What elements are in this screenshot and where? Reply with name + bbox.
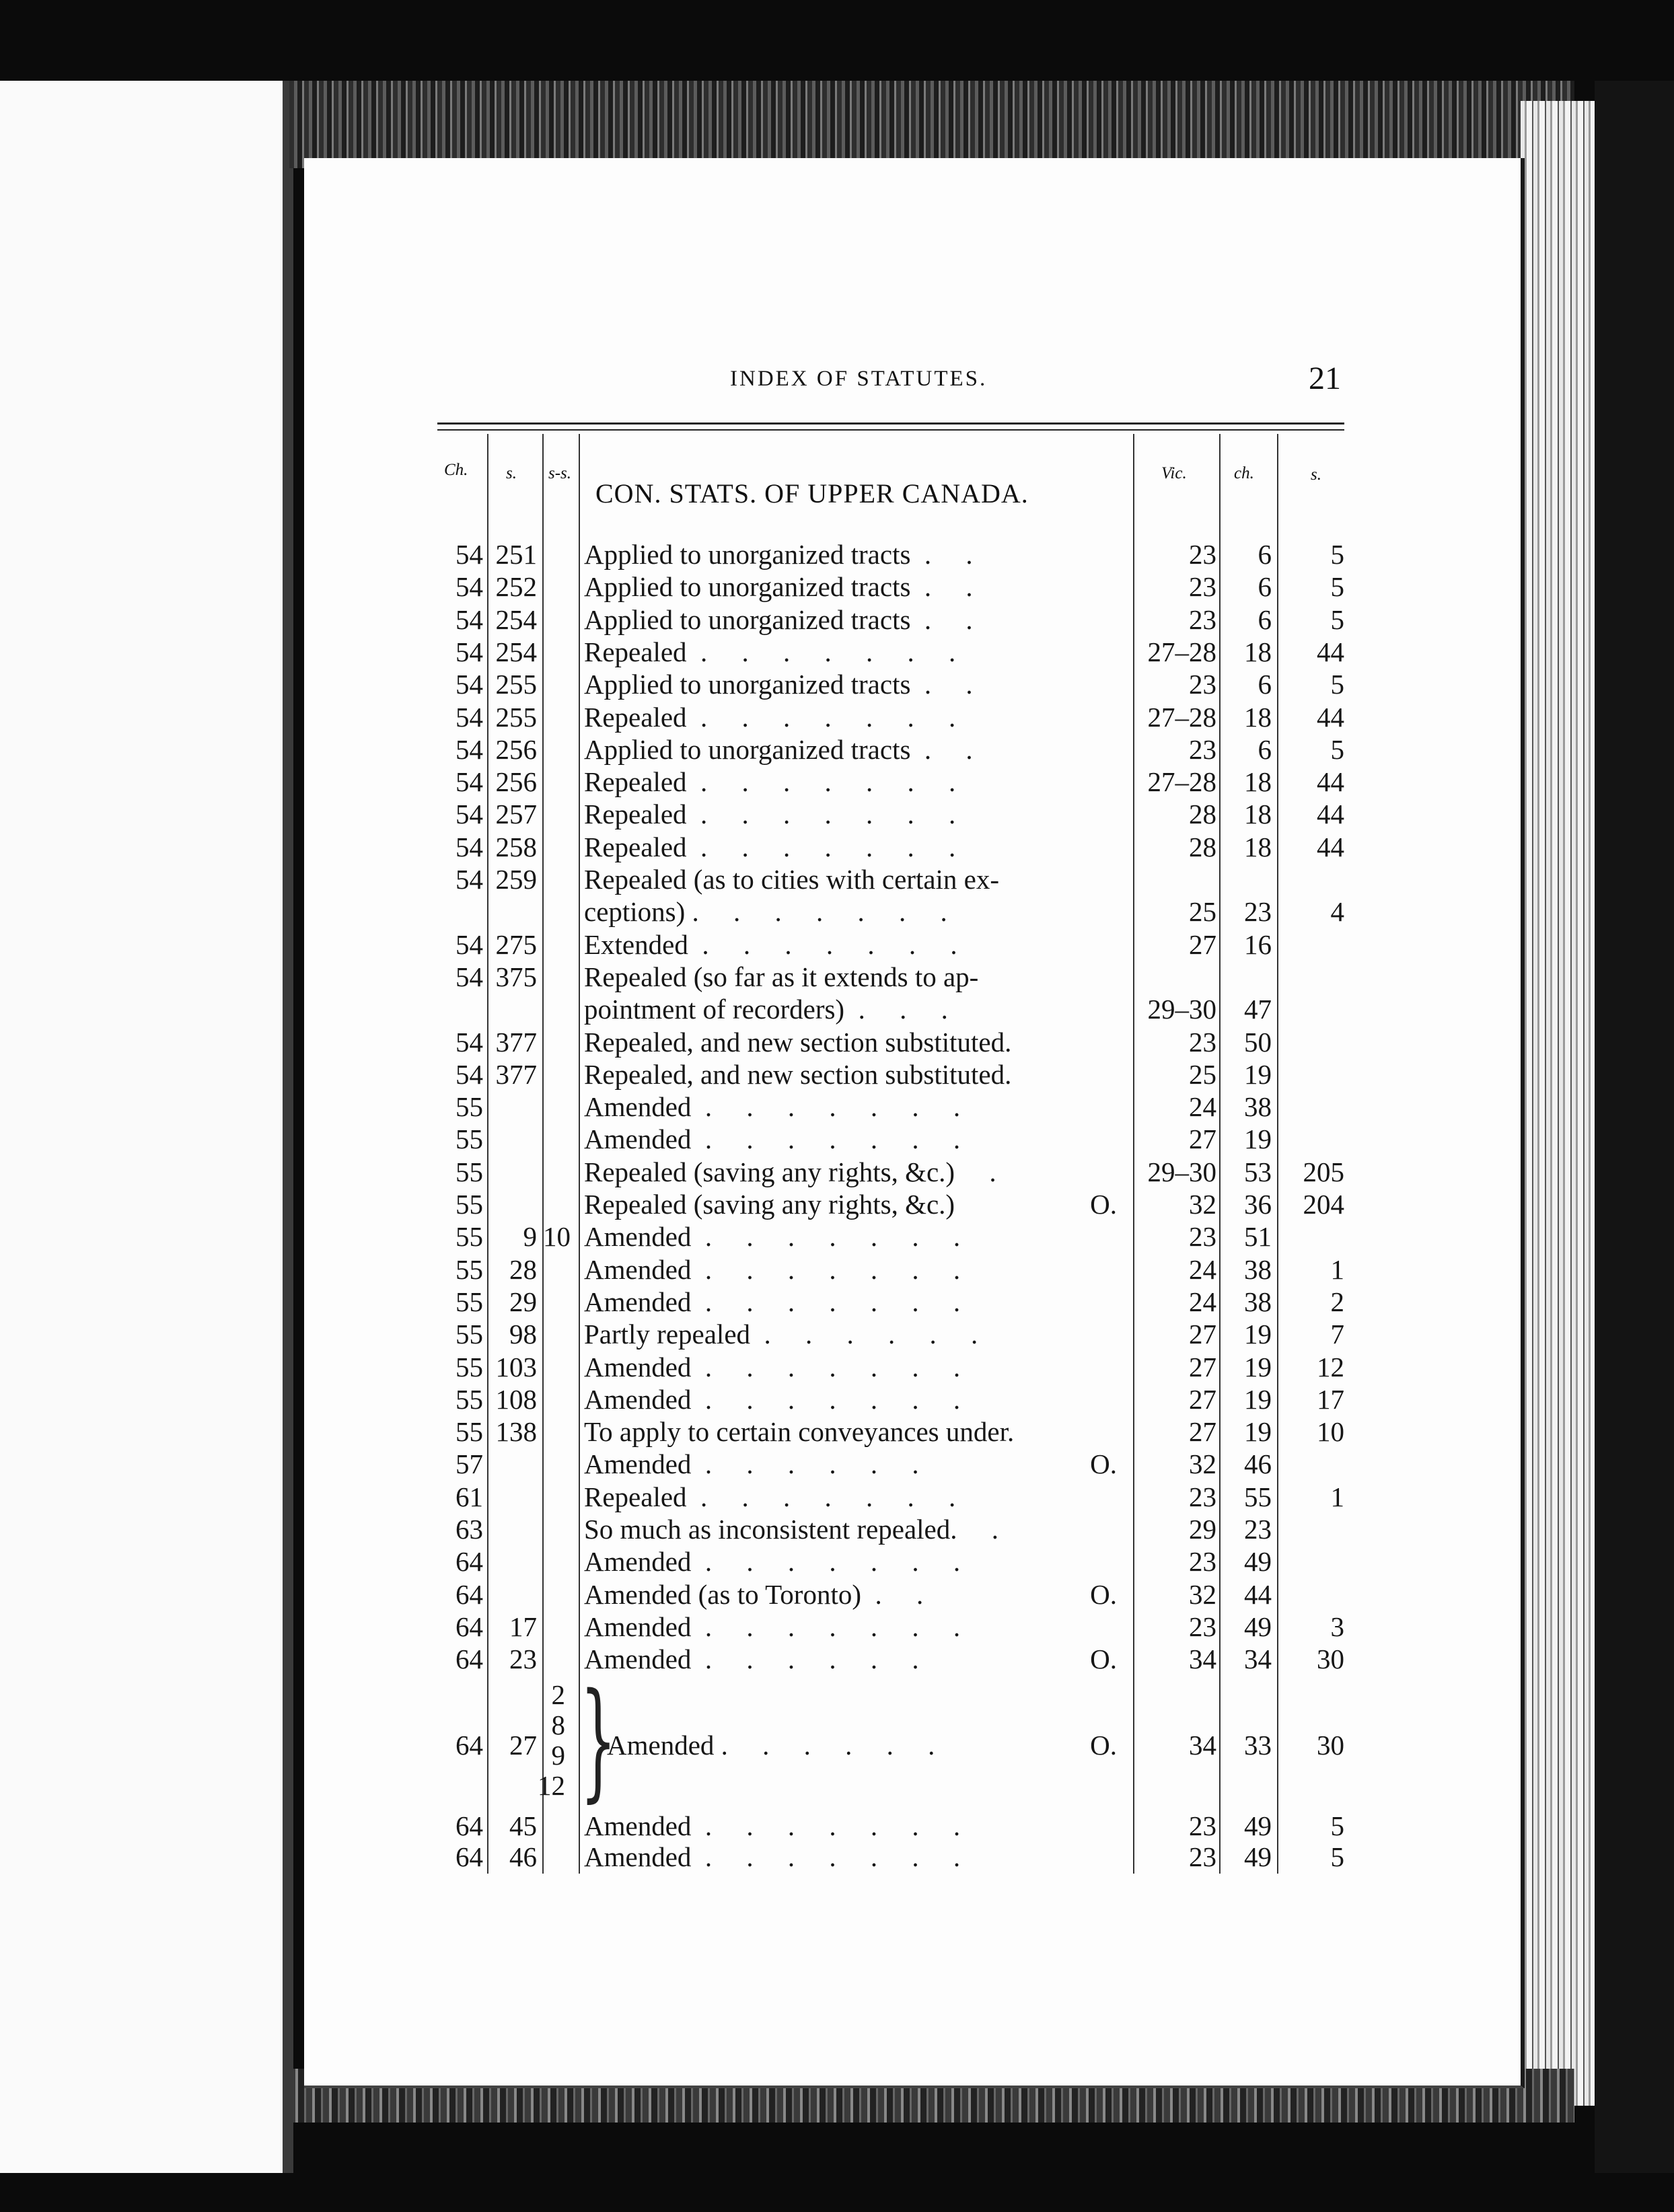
cell-vs: 3 bbox=[1330, 1611, 1344, 1642]
cell-s: 23 bbox=[509, 1644, 537, 1674]
table-row bbox=[0, 668, 1674, 700]
cell-vch: 6 bbox=[1258, 539, 1272, 570]
cell-text: Amended . . . . . . . bbox=[584, 1384, 961, 1415]
table-row bbox=[0, 1123, 1674, 1155]
cell-ch: 54 bbox=[456, 832, 483, 862]
cell-vic: 23 bbox=[1189, 1810, 1216, 1841]
cell-vch: 44 bbox=[1244, 1579, 1272, 1610]
cell-s: 28 bbox=[509, 1254, 537, 1285]
cell-text: Amended . . . . . . . bbox=[584, 1611, 961, 1642]
cell-text: Amended . . . . . . . bbox=[584, 1810, 961, 1841]
cell-text: Repealed . . . . . . . bbox=[584, 702, 956, 733]
table-row bbox=[0, 1578, 1674, 1611]
cell-ch: 54 bbox=[456, 766, 483, 797]
cell-s: 256 bbox=[495, 766, 537, 797]
table-row bbox=[0, 766, 1674, 798]
page-edge-top bbox=[289, 81, 1574, 168]
cell-ch: 54 bbox=[456, 799, 483, 830]
cell-vch: 38 bbox=[1244, 1254, 1272, 1285]
cell-vic: 29–30 bbox=[1147, 1156, 1216, 1187]
table-row bbox=[0, 1643, 1674, 1675]
cell-ch: 55 bbox=[456, 1286, 483, 1317]
cell-vch: 19 bbox=[1244, 1319, 1272, 1350]
cell-s: 9 bbox=[523, 1221, 537, 1252]
table-row bbox=[0, 1810, 1674, 1842]
cell-s: 255 bbox=[495, 669, 537, 700]
cell-text: Amended (as to Toronto) . . bbox=[584, 1579, 924, 1610]
cell-s: 103 bbox=[495, 1352, 537, 1382]
table-row bbox=[0, 1383, 1674, 1415]
cell-vs: 44 bbox=[1317, 832, 1344, 862]
table-row bbox=[0, 1091, 1674, 1123]
table-row bbox=[0, 1188, 1674, 1220]
cell-vch: 19 bbox=[1244, 1352, 1272, 1382]
cell-s: 258 bbox=[495, 832, 537, 862]
table-row bbox=[0, 1841, 1674, 1873]
cell-text: Repealed (saving any rights, &c.) bbox=[584, 1189, 955, 1220]
cell-ontario-mark: O. bbox=[1090, 1644, 1117, 1674]
cell-vs: 1 bbox=[1330, 1254, 1344, 1285]
cell-text: ceptions) . . . . . . . bbox=[584, 896, 947, 927]
cell-ch: 64 bbox=[456, 1579, 483, 1610]
cell-s: 251 bbox=[495, 539, 537, 570]
section-title: CON. STATS. OF UPPER CANADA. bbox=[595, 478, 1029, 509]
cell-vic: 27–28 bbox=[1147, 766, 1216, 797]
cell-vs: 44 bbox=[1317, 799, 1344, 830]
cell-vs: 5 bbox=[1330, 1810, 1344, 1841]
cell-text: Amended . . . . . . bbox=[607, 1730, 935, 1761]
cell-ch: 55 bbox=[456, 1319, 483, 1350]
cell-text: Amended . . . . . . . bbox=[584, 1546, 961, 1577]
cell-ch: 54 bbox=[456, 539, 483, 570]
cell-s: 257 bbox=[495, 799, 537, 830]
cell-vs: 44 bbox=[1317, 702, 1344, 733]
cell-vch: 38 bbox=[1244, 1091, 1272, 1122]
cell-vch: 49 bbox=[1244, 1546, 1272, 1577]
cell-s: 275 bbox=[495, 929, 537, 960]
cell-vch: 36 bbox=[1244, 1189, 1272, 1220]
table-row bbox=[0, 636, 1674, 668]
cell-text: Amended . . . . . . . bbox=[584, 1286, 961, 1317]
cell-vch: 33 bbox=[1244, 1730, 1272, 1761]
cell-vic: 27 bbox=[1189, 929, 1216, 960]
cell-ch: 64 bbox=[456, 1611, 483, 1642]
cell-vs: 30 bbox=[1317, 1730, 1344, 1761]
cell-vs: 17 bbox=[1317, 1384, 1344, 1415]
cell-vic: 27 bbox=[1189, 1384, 1216, 1415]
table-row bbox=[0, 1058, 1674, 1091]
cell-vch: 19 bbox=[1244, 1384, 1272, 1415]
cell-vch: 23 bbox=[1244, 1514, 1272, 1545]
cell-vic: 27–28 bbox=[1147, 636, 1216, 667]
cell-vs: 5 bbox=[1330, 1841, 1344, 1872]
cell-ss: 10 bbox=[543, 1221, 571, 1252]
cell-vch: 18 bbox=[1244, 799, 1272, 830]
cell-ch: 64 bbox=[456, 1810, 483, 1841]
cell-vic: 24 bbox=[1189, 1254, 1216, 1285]
cell-vch: 18 bbox=[1244, 702, 1272, 733]
cell-s: 17 bbox=[509, 1611, 537, 1642]
col-header-ch: Ch. bbox=[444, 461, 468, 479]
cell-text: Repealed, and new section substituted. bbox=[584, 1027, 1012, 1058]
cell-s: 377 bbox=[495, 1059, 537, 1090]
cell-vic: 23 bbox=[1189, 604, 1216, 635]
cell-text: pointment of recorders) . . . bbox=[584, 994, 948, 1025]
cell-text: Repealed (saving any rights, &c.) . bbox=[584, 1156, 996, 1187]
table-row bbox=[0, 1611, 1674, 1643]
cell-vch: 19 bbox=[1244, 1416, 1272, 1447]
cell-vic: 32 bbox=[1189, 1448, 1216, 1479]
cell-vs: 5 bbox=[1330, 571, 1344, 602]
table-row bbox=[0, 1481, 1674, 1513]
cell-vic: 23 bbox=[1189, 669, 1216, 700]
cell-vic: 23 bbox=[1189, 1027, 1216, 1058]
cell-ch: 64 bbox=[456, 1730, 483, 1761]
table-row bbox=[0, 603, 1674, 636]
cell-s: 27 bbox=[509, 1730, 537, 1761]
cell-s: 46 bbox=[509, 1841, 537, 1872]
cell-ch: 54 bbox=[456, 669, 483, 700]
cell-vs: 10 bbox=[1317, 1416, 1344, 1447]
cell-ch: 55 bbox=[456, 1384, 483, 1415]
col-header-vch: ch. bbox=[1234, 464, 1254, 482]
table-row bbox=[0, 1545, 1674, 1578]
cell-text: Amended . . . . . . bbox=[584, 1644, 919, 1674]
cell-vic: 27 bbox=[1189, 1352, 1216, 1382]
header-rule-thin bbox=[437, 429, 1344, 431]
cell-text: Repealed (as to cities with certain ex- bbox=[584, 864, 1000, 895]
table-row bbox=[0, 1513, 1674, 1545]
cell-text: Repealed . . . . . . . bbox=[584, 799, 956, 830]
cell-vch: 49 bbox=[1244, 1611, 1272, 1642]
cell-vs: 1 bbox=[1330, 1481, 1344, 1512]
table-row bbox=[0, 538, 1674, 570]
table-row bbox=[0, 798, 1674, 830]
cell-ch: 55 bbox=[456, 1189, 483, 1220]
cell-text: Repealed . . . . . . . bbox=[584, 636, 956, 667]
table-row bbox=[0, 1026, 1674, 1058]
cell-vic: 23 bbox=[1189, 1481, 1216, 1512]
cell-ontario-mark: O. bbox=[1090, 1189, 1117, 1220]
cell-vic: 27 bbox=[1189, 1319, 1216, 1350]
cell-ch: 55 bbox=[456, 1091, 483, 1122]
table-row bbox=[0, 1253, 1674, 1286]
cell-vs: 5 bbox=[1330, 734, 1344, 765]
cell-text: Applied to unorganized tracts . . bbox=[584, 734, 973, 765]
table-row bbox=[0, 895, 1674, 928]
cell-vic: 29 bbox=[1189, 1514, 1216, 1545]
cell-vs: 44 bbox=[1317, 766, 1344, 797]
cell-text: Extended . . . . . . . bbox=[584, 929, 957, 960]
cell-ontario-mark: O. bbox=[1090, 1448, 1117, 1479]
cell-vic: 23 bbox=[1189, 1221, 1216, 1252]
cell-vic: 27 bbox=[1189, 1123, 1216, 1154]
cell-vic: 27 bbox=[1189, 1416, 1216, 1447]
cell-vch: 16 bbox=[1244, 929, 1272, 960]
cell-vic: 29–30 bbox=[1147, 994, 1216, 1025]
cell-vic: 28 bbox=[1189, 832, 1216, 862]
cell-vch: 19 bbox=[1244, 1123, 1272, 1154]
cell-vic: 27–28 bbox=[1147, 702, 1216, 733]
cell-vch: 6 bbox=[1258, 571, 1272, 602]
cell-vch: 6 bbox=[1258, 604, 1272, 635]
cell-vch: 34 bbox=[1244, 1644, 1272, 1674]
brace-ss-item: 8 bbox=[551, 1709, 565, 1740]
cell-text: Repealed . . . . . . . bbox=[584, 1481, 956, 1512]
cell-vs: 5 bbox=[1330, 669, 1344, 700]
running-header: INDEX OF STATUTES. bbox=[730, 367, 988, 391]
cell-s: 252 bbox=[495, 571, 537, 602]
cell-ch: 54 bbox=[456, 1027, 483, 1058]
cell-ch: 54 bbox=[456, 929, 483, 960]
cell-text: To apply to certain conveyances under. bbox=[584, 1416, 1015, 1447]
table-row bbox=[0, 1448, 1674, 1480]
cell-ch: 54 bbox=[456, 1059, 483, 1090]
cell-text: Applied to unorganized tracts . . bbox=[584, 669, 973, 700]
cell-vic: 34 bbox=[1189, 1730, 1216, 1761]
cell-vch: 18 bbox=[1244, 636, 1272, 667]
cell-vs: 2 bbox=[1330, 1286, 1344, 1317]
cell-vch: 47 bbox=[1244, 994, 1272, 1025]
cell-vch: 50 bbox=[1244, 1027, 1272, 1058]
cell-vs: 205 bbox=[1303, 1156, 1344, 1187]
table-row bbox=[0, 993, 1674, 1025]
cell-vch: 19 bbox=[1244, 1059, 1272, 1090]
cell-s: 29 bbox=[509, 1286, 537, 1317]
table-row bbox=[0, 928, 1674, 961]
cell-vch: 6 bbox=[1258, 734, 1272, 765]
cell-vch: 46 bbox=[1244, 1448, 1272, 1479]
cell-ch: 55 bbox=[456, 1254, 483, 1285]
cell-vic: 25 bbox=[1189, 1059, 1216, 1090]
cell-vch: 55 bbox=[1244, 1481, 1272, 1512]
table-row bbox=[0, 863, 1674, 895]
cell-s: 256 bbox=[495, 734, 537, 765]
cell-ch: 54 bbox=[456, 571, 483, 602]
cell-s: 254 bbox=[495, 636, 537, 667]
cell-s: 254 bbox=[495, 604, 537, 635]
cell-vs: 7 bbox=[1330, 1319, 1344, 1350]
cell-vch: 49 bbox=[1244, 1810, 1272, 1841]
table-row bbox=[0, 831, 1674, 863]
table-row bbox=[0, 701, 1674, 733]
table-row bbox=[0, 1220, 1674, 1253]
cell-text: Applied to unorganized tracts . . bbox=[584, 539, 973, 570]
col-header-vic: Vic. bbox=[1161, 464, 1187, 482]
table-row bbox=[0, 1318, 1674, 1350]
cell-vch: 6 bbox=[1258, 669, 1272, 700]
cell-vic: 28 bbox=[1189, 799, 1216, 830]
cell-vs: 12 bbox=[1317, 1352, 1344, 1382]
cell-ch: 57 bbox=[456, 1448, 483, 1479]
cell-ch: 54 bbox=[456, 604, 483, 635]
cell-ch: 54 bbox=[456, 702, 483, 733]
cell-text: Amended . . . . . . . bbox=[584, 1123, 961, 1154]
cell-text: Amended . . . . . . . bbox=[584, 1091, 961, 1122]
cell-ch: 55 bbox=[456, 1352, 483, 1382]
col-header-ss: s-s. bbox=[548, 464, 572, 482]
cell-vic: 23 bbox=[1189, 571, 1216, 602]
cell-vs: 44 bbox=[1317, 636, 1344, 667]
cell-vic: 23 bbox=[1189, 734, 1216, 765]
cell-s: 138 bbox=[495, 1416, 537, 1447]
table-row bbox=[0, 1156, 1674, 1188]
cell-vch: 18 bbox=[1244, 832, 1272, 862]
header-rule bbox=[437, 422, 1344, 425]
cell-ch: 55 bbox=[456, 1416, 483, 1447]
cell-ch: 54 bbox=[456, 864, 483, 895]
cell-vic: 32 bbox=[1189, 1579, 1216, 1610]
cell-ch: 54 bbox=[456, 636, 483, 667]
cell-vch: 51 bbox=[1244, 1221, 1272, 1252]
cell-text: Amended . . . . . . . bbox=[584, 1841, 961, 1872]
cell-s: 98 bbox=[509, 1319, 537, 1350]
cell-ch: 55 bbox=[456, 1221, 483, 1252]
cell-text: So much as inconsistent repealed. . bbox=[584, 1514, 999, 1545]
cell-ch: 64 bbox=[456, 1644, 483, 1674]
cell-vic: 23 bbox=[1189, 539, 1216, 570]
cell-vs: 204 bbox=[1303, 1189, 1344, 1220]
cell-ch: 54 bbox=[456, 734, 483, 765]
cell-text: Applied to unorganized tracts . . bbox=[584, 604, 973, 635]
cell-text: Amended . . . . . . . bbox=[584, 1352, 961, 1382]
table-row-braced bbox=[0, 1729, 1674, 1761]
cell-text: Repealed (so far as it extends to ap- bbox=[584, 961, 979, 992]
table-row bbox=[0, 961, 1674, 993]
cell-vs: 5 bbox=[1330, 604, 1344, 635]
cell-s: 259 bbox=[495, 864, 537, 895]
cell-text: Amended . . . . . . bbox=[584, 1448, 919, 1479]
cell-vic: 23 bbox=[1189, 1841, 1216, 1872]
cell-ch: 55 bbox=[456, 1123, 483, 1154]
cell-vic: 23 bbox=[1189, 1546, 1216, 1577]
table-row bbox=[0, 733, 1674, 766]
cell-vch: 53 bbox=[1244, 1156, 1272, 1187]
table-row bbox=[0, 1286, 1674, 1318]
brace-ss-item: 2 bbox=[551, 1679, 565, 1710]
brace-ss-item: 12 bbox=[538, 1770, 565, 1801]
cell-text: Amended . . . . . . . bbox=[584, 1254, 961, 1285]
col-header-vs: s. bbox=[1311, 466, 1321, 484]
cell-s: 377 bbox=[495, 1027, 537, 1058]
page-number: 21 bbox=[1309, 361, 1341, 396]
cell-ch: 54 bbox=[456, 961, 483, 992]
table-row bbox=[0, 1351, 1674, 1383]
cell-text: Repealed, and new section substituted. bbox=[584, 1059, 1012, 1090]
cell-vch: 23 bbox=[1244, 896, 1272, 927]
cell-ontario-mark: O. bbox=[1090, 1579, 1117, 1610]
cell-text: Applied to unorganized tracts . . bbox=[584, 571, 973, 602]
col-header-s: s. bbox=[506, 464, 517, 482]
cell-ch: 63 bbox=[456, 1514, 483, 1545]
cell-vic: 24 bbox=[1189, 1286, 1216, 1317]
table-row bbox=[0, 1415, 1674, 1448]
cell-vch: 49 bbox=[1244, 1841, 1272, 1872]
cell-ch: 55 bbox=[456, 1156, 483, 1187]
cell-text: Partly repealed . . . . . . bbox=[584, 1319, 978, 1350]
cell-vic: 24 bbox=[1189, 1091, 1216, 1122]
cell-vs: 4 bbox=[1330, 896, 1344, 927]
left-brace: } bbox=[580, 1666, 617, 1814]
cell-s: 375 bbox=[495, 961, 537, 992]
cell-vic: 32 bbox=[1189, 1189, 1216, 1220]
cell-ch: 61 bbox=[456, 1481, 483, 1512]
cell-s: 45 bbox=[509, 1810, 537, 1841]
cell-vic: 25 bbox=[1189, 896, 1216, 927]
table-row bbox=[0, 570, 1674, 603]
cell-vs: 5 bbox=[1330, 539, 1344, 570]
cell-s: 108 bbox=[495, 1384, 537, 1415]
cell-s: 255 bbox=[495, 702, 537, 733]
brace-ss-item: 9 bbox=[551, 1740, 565, 1771]
cell-text: Repealed . . . . . . . bbox=[584, 766, 956, 797]
cell-text: Amended . . . . . . . bbox=[584, 1221, 961, 1252]
cell-vic: 34 bbox=[1189, 1644, 1216, 1674]
cell-ontario-mark: O. bbox=[1090, 1730, 1117, 1761]
cell-vs: 30 bbox=[1317, 1644, 1344, 1674]
cell-vch: 38 bbox=[1244, 1286, 1272, 1317]
cell-ch: 64 bbox=[456, 1546, 483, 1577]
cell-vch: 18 bbox=[1244, 766, 1272, 797]
cell-vic: 23 bbox=[1189, 1611, 1216, 1642]
cell-ch: 64 bbox=[456, 1841, 483, 1872]
cell-text: Repealed . . . . . . . bbox=[584, 832, 956, 862]
